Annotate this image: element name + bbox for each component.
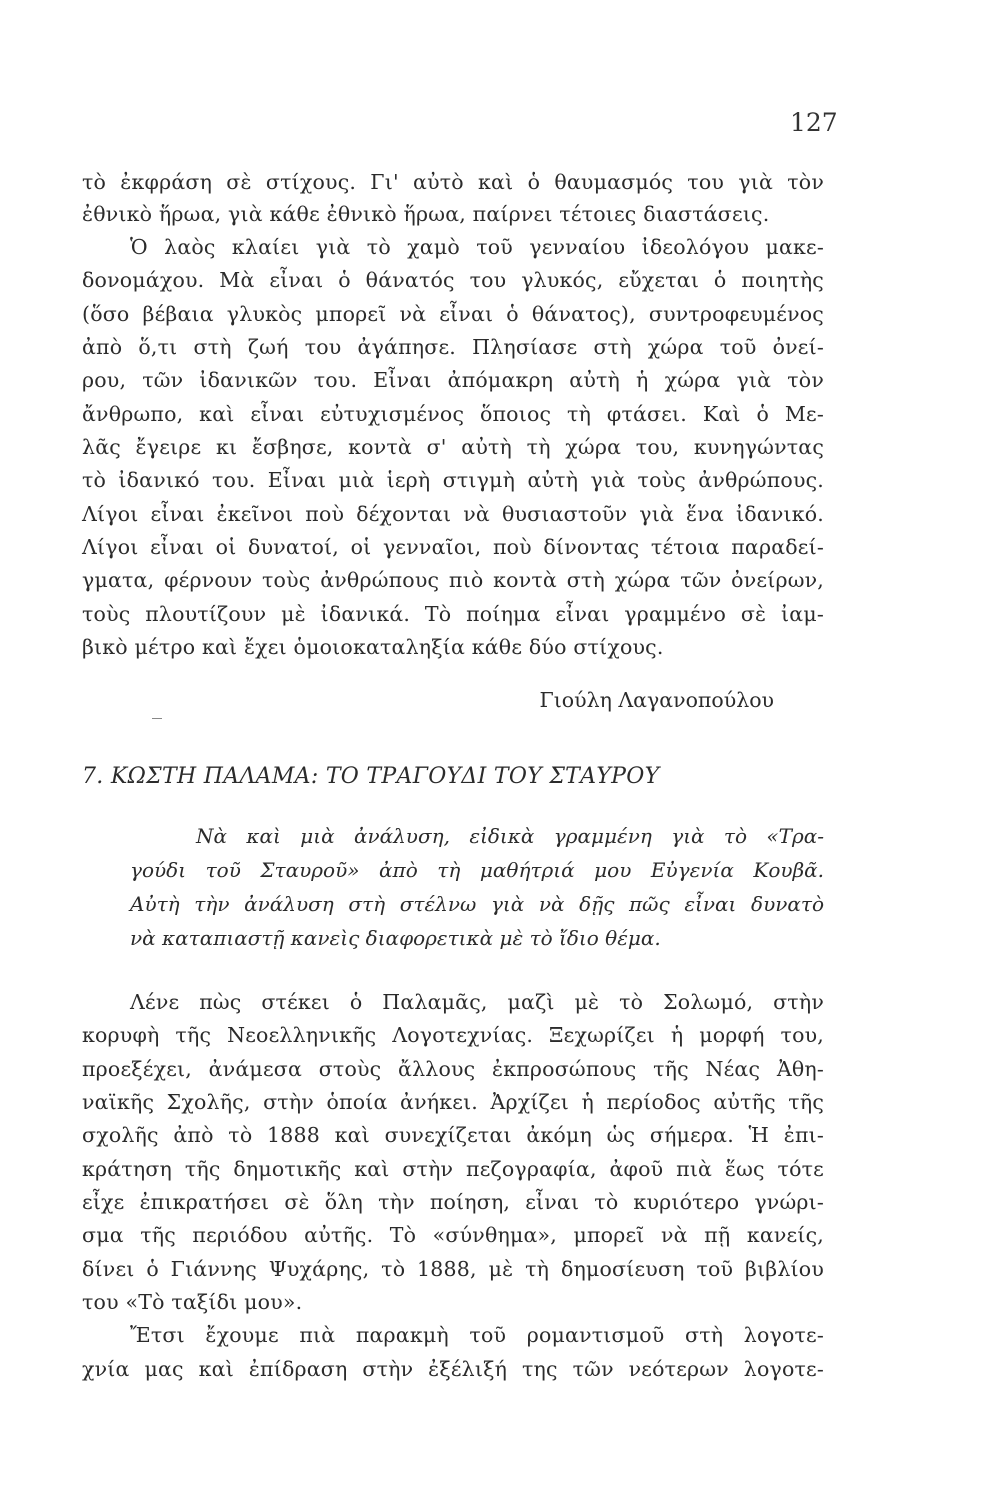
divider <box>152 718 162 719</box>
text-line: ἄνθρωπο, καὶ εἶναι εὐτυχισμένος ὅποιος τὴ φτάσει. Καὶ ὁ Με- <box>82 402 824 426</box>
text-line: Λίγοι εἶναι οἱ δυνατοί, οἱ γενναῖοι, ποὺ δίνοντας τέτοια παραδεί- <box>82 535 824 559</box>
page-number: 127 <box>790 108 838 137</box>
text-line: δονομάχου. Μὰ εἶναι ὁ θάνατός του γλυκός, εὔχεται ὁ ποιητὴς <box>82 268 824 292</box>
text-line: εἶχε ἐπικρατήσει σὲ ὅλη τὴν ποίηση, εἶναι τὸ κυριότερο γνώρι- <box>82 1190 824 1214</box>
signature: Γιούλη Λαγανοπούλου <box>539 688 774 712</box>
text-line: Ἔτσι ἔχουμε πιὰ παρακμὴ τοῦ ρομαντισμοῦ στὴ λογοτε- <box>130 1323 824 1347</box>
text-line: κράτηση τῆς δημοτικῆς καὶ στὴν πεζογραφία, ἀφοῦ πιὰ ἕως τότε <box>82 1157 824 1181</box>
text-line: ναϊκῆς Σχολῆς, στὴν ὁποία ἀνήκει. Ἀρχίζει ἡ περίοδος αὐτῆς τῆς <box>82 1090 824 1114</box>
text-line: δίνει ὁ Γιάννης Ψυχάρης, τὸ 1888, μὲ τὴ δημοσίευση τοῦ βιβλίου <box>82 1257 824 1281</box>
note-line: Νὰ καὶ μιὰ ἀνάλυση, εἰδικὰ γραμμένη γιὰ τὸ «Τρα- <box>196 824 824 848</box>
text-line: χνία μας καὶ ἐπίδραση στὴν ἐξέλιξή της τῶν νεότερων λογοτε- <box>82 1357 824 1381</box>
text-line: του «Τὸ ταξίδι μου». <box>82 1290 303 1314</box>
text-line: σχολῆς ἀπὸ τὸ 1888 καὶ συνεχίζεται ἀκόμη ὡς σήμερα. Ἡ ἐπι- <box>82 1123 824 1147</box>
text-line: προεξέχει, ἀνάμεσα στοὺς ἄλλους ἐκπροσώπους τῆς Νέας Ἀθη- <box>82 1057 824 1081</box>
text-line: τὸ ἰδανικό του. Εἶναι μιὰ ἱερὴ στιγμὴ αὐτὴ γιὰ τοὺς ἀνθρώπους. <box>82 468 824 492</box>
text-line: σμα τῆς περιόδου αὐτῆς. Τὸ «σύνθημα», μπορεῖ νὰ πῇ κανείς, <box>82 1223 824 1247</box>
text-line: λᾶς ἔγειρε κι ἔσβησε, κοντὰ σ' αὐτὴ τὴ χώρα του, κυνηγώντας <box>82 435 824 459</box>
text-line: Λίγοι εἶναι ἐκεῖνοι ποὺ δέχονται νὰ θυσιαστοῦν γιὰ ἕνα ἰδανικό. <box>82 502 824 526</box>
text-line: τοὺς πλουτίζουν μὲ ἰδανικά. Τὸ ποίημα εἶναι γραμμένο σὲ ἰαμ- <box>82 602 824 626</box>
text-line: Ὁ λαὸς κλαίει γιὰ τὸ χαμὸ τοῦ γενναίου ἰδεολόγου μακε- <box>130 235 824 259</box>
text-line: Λένε πὼς στέκει ὁ Παλαμᾶς, μαζὶ μὲ τὸ Σολωμό, στὴν <box>130 990 824 1014</box>
text-line: ἀπὸ ὅ,τι στὴ ζωή του ἀγάπησε. Πλησίασε στὴ χώρα τοῦ ὀνεί- <box>82 335 824 359</box>
text-line: (ὅσο βέβαια γλυκὸς μπορεῖ νὰ εἶναι ὁ θάνατος), συντροφευμένος <box>82 302 824 326</box>
section-heading: 7. ΚΩΣΤΗ ΠΑΛΑΜΑ: ΤΟ ΤΡΑΓΟΥΔΙ ΤΟΥ ΣΤΑΥΡΟΥ <box>82 764 660 789</box>
text-line: ἐθνικὸ ἥρωα, γιὰ κάθε ἐθνικὸ ἥρωα, παίρνει τέτοιες διαστάσεις. <box>82 202 770 226</box>
text-line: τὸ ἐκφράση σὲ στίχους. Γι' αὐτὸ καὶ ὁ θαυμασμός του γιὰ τὸν <box>82 170 824 194</box>
note-line: νὰ καταπιαστῇ κανεὶς διαφορετικὰ μὲ τὸ ἴδιο θέμα. <box>130 926 661 950</box>
text-line: κορυφὴ τῆς Νεοελληνικῆς Λογοτεχνίας. Ξεχωρίζει ἡ μορφή του, <box>82 1023 824 1047</box>
note-line: γούδι τοῦ Σταυροῦ» ἀπὸ τὴ μαθήτριά μου Εὐγενία Κουβᾶ. <box>130 858 824 882</box>
note-line: Αὐτὴ τὴν ἀνάλυση στὴ στέλνω γιὰ νὰ δῇς πῶς εἶναι δυνατὸ <box>130 892 824 916</box>
text-line: βικὸ μέτρο καὶ ἔχει ὁμοιοκαταληξία κάθε δύο στίχους. <box>82 635 664 659</box>
text-line: γματα, φέρνουν τοὺς ἀνθρώπους πιὸ κοντὰ στὴ χώρα τῶν ὀνείρων, <box>82 568 824 592</box>
text-line: ρου, τῶν ἰδανικῶν του. Εἶναι ἀπόμακρη αὐτὴ ἡ χώρα γιὰ τὸν <box>82 368 824 392</box>
